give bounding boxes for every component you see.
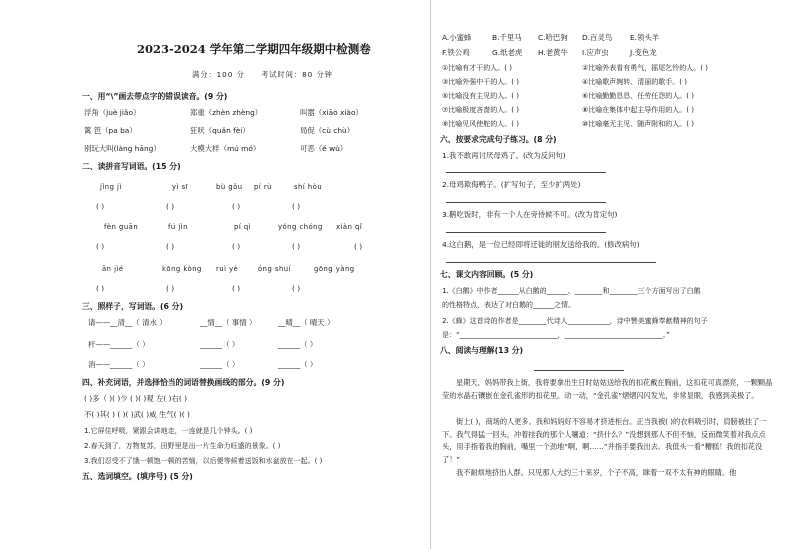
option: C.哈巴狗: [538, 33, 568, 42]
section-3-heading: 三、照样子，写词语。(6 分): [82, 302, 184, 311]
s1-item: 篱 笆（pa ba）: [84, 126, 137, 135]
answer-paren[interactable]: ( ): [166, 242, 175, 251]
s4-question[interactable]: 3.我们忍受不了饿一顿饱一顿的苦恼，以后便等候着送饭和水盆放在一起。( ): [84, 457, 323, 465]
answer-paren[interactable]: ( ): [96, 242, 105, 251]
answer-line[interactable]: [446, 262, 656, 263]
s1-item: 叫嚣（xiāo xiào）: [300, 108, 363, 117]
choice-item[interactable]: ②比喻外表看有勇气，摇尾乞怜的人。( ): [582, 64, 708, 72]
pinyin: fú jìn: [168, 223, 188, 231]
s1-item: 浮角（juè jiǎo）: [84, 108, 141, 117]
answer-line[interactable]: [446, 232, 606, 233]
section-5-heading: 五、选词填空。(填序号) (5 分): [82, 472, 193, 481]
choice-item[interactable]: ④比喻歌声婉转、清丽的歌手。( ): [582, 78, 687, 86]
section-8-heading: 八、阅读与理解(13 分): [440, 346, 524, 355]
answer-paren[interactable]: ( ): [292, 242, 301, 251]
s7-question[interactable]: 的性格特点，表达了对白鹅的______之情。: [442, 301, 575, 309]
choice-item[interactable]: ⑨比喻见风使舵的人。( ): [442, 120, 519, 128]
answer-paren[interactable]: ( ): [354, 242, 363, 251]
choice-item[interactable]: ⑧比喻在集体中起主导作用的人。( ): [582, 106, 694, 114]
answer-paren[interactable]: ( ): [232, 202, 241, 211]
section-1-heading: 一、用“\”画去带点字的错误读音。(9 分): [82, 92, 228, 101]
column-divider: [430, 0, 431, 549]
s3-blank[interactable]: ______（ ）: [278, 360, 318, 369]
s6-question: 4.这白鹅，是一位已经即将迁徙的朋友送给我的。(修改病句): [442, 240, 640, 249]
option: B.千里马: [492, 33, 522, 42]
s6-question: 1.我不敢再讨厌母鸡了。(改为反问句): [442, 151, 566, 160]
answer-paren[interactable]: ( ): [292, 202, 301, 211]
choice-item[interactable]: ⑥比喻勤勤恳恳、任劳任怨的人。( ): [582, 92, 694, 100]
s7-question[interactable]: 是：“____________________________，____________________________。”: [442, 331, 670, 339]
answer-line[interactable]: [446, 202, 606, 203]
section-4-heading: 四、补充词语，并选择恰当的词语替换画线的部分。(9 分): [82, 378, 285, 387]
title-blank-line[interactable]: [534, 370, 624, 371]
s3-blank[interactable]: ______（ ）: [278, 340, 318, 349]
choice-item[interactable]: ①比喻有才干的人。( ): [442, 64, 512, 72]
pinyin: fèn guān: [104, 223, 139, 231]
pinyin: yì sī: [172, 183, 189, 191]
reading-paragraph: 我不耐烦地挤出人群。只见那人大约三十来岁，个子不高，眯着一双不太有神的眼睛。他: [456, 468, 737, 477]
option: G.纸老虎: [492, 48, 523, 57]
s1-item: 郑重（zhèn zhèng）: [190, 108, 263, 117]
s1-item: 别玩大叫(làng hāng）: [84, 144, 161, 153]
pinyin: jǐng jì: [100, 183, 122, 191]
exam-title: 2023-2024 学年第二学期四年级期中检测卷: [137, 42, 371, 56]
pinyin: pí qì: [234, 223, 252, 231]
exam-meta: 满分：100 分 考试时间：80 分钟: [192, 70, 333, 79]
option: E.领头羊: [630, 33, 660, 42]
s3-blank[interactable]: 杆——______（ ）: [88, 340, 150, 349]
choice-item[interactable]: ⑩比喻毫无主见、随声附和的人。( ): [582, 120, 694, 128]
pinyin: ān jìé: [102, 265, 124, 273]
choice-item[interactable]: ③比喻外强中干的人。( ): [442, 78, 519, 86]
s3-example: 请——__清__（ 清水 ）: [88, 318, 167, 327]
s3-blank[interactable]: ______（ ）: [200, 340, 240, 349]
reading-paragraph: 街上( )，商场的人更多。我和妈妈好不容易才挤进柜台。正当我被( )的衣料吸引时，肩膀被挂了一下。我气得猛一回头，冲着挂我的那个人嚷道：“挤什么？”没想到那人不但不恼，反而微笑着对我点点头，用手指着我的胸前，嘴里一个劲地“啊，啊……”并指手要我出去。我低头一看“糟糕！我的扣花没了！”: [442, 417, 767, 464]
s7-question[interactable]: 1.《白鹅》中作者______从白鹅的______、________和________三个方面写出了白鹅: [442, 287, 701, 295]
choice-item[interactable]: ⑦比喻极度吝啬的人。( ): [442, 106, 519, 114]
s3-example: __晴__（ 晴天 ）: [278, 318, 335, 327]
pinyin: yóng chóng: [278, 223, 323, 231]
section-6-heading: 六、按要求完成句子练习。(8 分): [440, 135, 557, 144]
s1-item: 可恶（ě wù）: [300, 144, 348, 153]
s3-blank[interactable]: 消——______（ ）: [88, 360, 150, 369]
pinyin: gōng yàng: [314, 265, 355, 273]
option: I.应声虫: [582, 48, 609, 57]
s4-question[interactable]: 1.它屏住呼吸，紧跟会讲地走，一连就是几个钟头。( ): [84, 427, 253, 435]
option: H.老黄牛: [538, 48, 568, 57]
option: J.变色龙: [630, 48, 657, 57]
section-2-heading: 二、读拼音写词语。(15 分): [82, 162, 181, 171]
pinyin: kōng kòng: [162, 265, 202, 273]
pinyin: óng shuí: [258, 265, 291, 273]
s1-item: 大模大样（mú mó）: [190, 144, 261, 153]
s1-item: 狂吠（quǎn fèi）: [190, 126, 250, 135]
s6-question: 3.鹅吃饭时，非有一个人在旁侍候不可。(改为肯定句): [442, 210, 618, 219]
option: D.百灵鸟: [582, 33, 613, 42]
choice-item[interactable]: ⑤比喻没有主见的人。( ): [442, 92, 519, 100]
s1-item: 局促（cù chù）: [300, 126, 355, 135]
reading-paragraph: 星期天，妈妈带我上街，我将要拿出生日时姑姑送给我的扣花戴在胸前，这扣花可真漂亮，一颗颗晶莹的水晶石镶嵌在金孔雀形的扣花里。动一动，“金孔雀”熠熠闪闪发光，非常显眼，我感到美极了。: [442, 378, 773, 400]
s3-blank[interactable]: ______（ ）: [200, 360, 240, 369]
s3-example: __情__（ 事情 ）: [200, 318, 257, 327]
answer-paren[interactable]: ( ): [96, 202, 105, 211]
answer-paren[interactable]: ( ): [232, 284, 241, 293]
answer-paren[interactable]: ( ): [166, 284, 175, 293]
pinyin: xiàn qǐ: [336, 223, 363, 231]
option: A.小蜜蜂: [442, 33, 472, 42]
answer-paren[interactable]: ( ): [96, 284, 105, 293]
s7-question[interactable]: 2.《蜂》这首诗的作者是________代诗人____________，诗中赞美蜜蜂奉献精神的句子: [442, 317, 708, 325]
pinyin: bù gǒu: [216, 183, 243, 191]
pinyin: shí hòu: [294, 183, 323, 191]
s4-row[interactable]: ( )多（ )( )少 ( )( )观 左( )右( ): [84, 394, 187, 403]
pinyin: ruì yè: [216, 265, 239, 273]
s4-row[interactable]: 不( )其( ) ( )( )武( )威 生气( )( ): [84, 410, 190, 419]
answer-line[interactable]: [446, 172, 606, 173]
pinyin: pí rù: [254, 183, 272, 191]
option: F.铁公鸡: [442, 48, 470, 57]
s6-question: 2.母鸡欺侮鸭子。(扩写句子，至少扩两处): [442, 180, 581, 189]
s4-question[interactable]: 2.春天到了，万物复苏，田野里是出一片生命力旺盛的景象。( ): [84, 442, 281, 450]
answer-paren[interactable]: ( ): [292, 284, 301, 293]
answer-paren[interactable]: ( ): [232, 242, 241, 251]
section-7-heading: 七、课文内容回顾。(5 分): [440, 270, 534, 279]
answer-paren[interactable]: ( ): [166, 202, 175, 211]
